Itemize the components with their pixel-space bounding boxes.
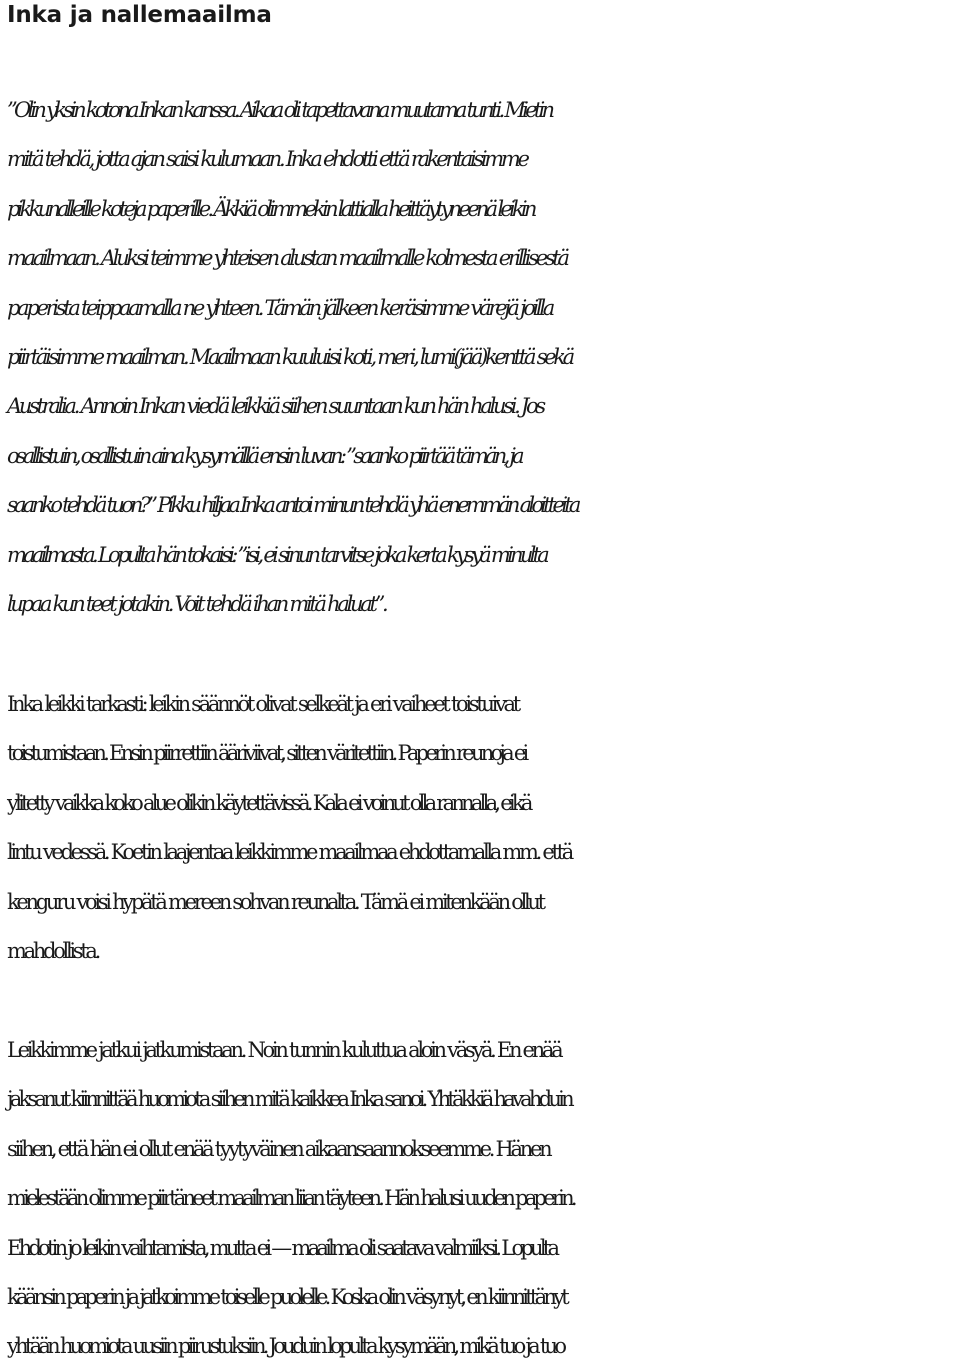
paragraph-line: mielestään olimme piirtäneet maailman liian täyteen. Hän halusi uuden paperin.	[7, 1186, 574, 1211]
paragraph-2	[7, 680, 957, 976]
paragraph-line: paperista teippaamalla ne yhteen. Tämän jälkeen keräsimme värejä joilla	[7, 295, 553, 320]
paragraph-line: Ehdotin jo leikin vaihtamista, mutta ei — maailma oli saatava valmiiksi. Lopulta	[7, 1235, 557, 1260]
paragraph-line: mitä tehdä, jotta ajan saisi kulumaan. Inka ehdotti että rakentaisimme	[7, 147, 527, 172]
paragraph-line: osallistuin, osallistuin aina kysymällä ensin luvan: ”saanko piirtää tämän, ja	[7, 443, 521, 468]
paragraph-line: yhtään huomiota uusiin piirustuksiin. Jouduin lopulta kysymään, mikä tuo ja tuo	[7, 1334, 564, 1359]
paragraph-1	[7, 86, 957, 629]
paragraph-line: siihen, että hän ei ollut enää tyytyväinen aikaansaannokseemme. Hänen	[7, 1136, 550, 1161]
paragraph-line: piirtäisimme maailman. Maailmaan kuuluisi koti, meri, lumi(jää)kenttä sekä	[7, 344, 572, 369]
paragraph-line: toistumistaan. Ensin piirrettiin ääriviivat, sitten väritettiin. Paperin reunoja ei	[7, 741, 526, 766]
paragraph-line: lintu vedessä. Koetin laajentaa leikkimme maailmaa ehdottamalla mm. että	[7, 840, 571, 865]
paragraph-line: lupaa kun teet jotakin. Voit tehdä ihan mitä haluat”.	[7, 591, 386, 616]
paragraph-line: Australia. Annoin Inkan viedä leikkiä siihen suuntaan kun hän halusi. Jos	[7, 394, 543, 419]
paragraph-line: maailmaan. Aluksi teimme yhteisen alustan maailmalle kolmesta erillisestä	[7, 246, 567, 271]
paragraph-line: ylitetty vaikka koko alue olikin käytettävissä. Kala ei voinut olla rannalla, eikä	[7, 790, 530, 815]
document-title: Inka ja nallemaailma	[7, 2, 272, 28]
paragraph-line: ”Olin yksin kotona Inkan kanssa. Aikaa oli tapettavana muutama tunti. Mietin	[7, 98, 552, 122]
paragraph-line: kenguru voisi hypätä mereen sohvan reunalta. Tämä ei mitenkään ollut	[7, 889, 543, 914]
paragraph-line: maailmasta. Lopulta hän tokaisi: ”isi, ei sinun tarvitse joka kerta kysyä minulta	[7, 542, 547, 567]
paragraph-line: jaksanut kiinnittää huomiota siihen mitä kaikkea Inka sanoi. Yhtäkkiä havahduin	[7, 1087, 571, 1112]
paragraph-line: mahdollista.	[7, 938, 99, 963]
paragraph-line: pikkunalleille koteja paperille. Äkkiä olimmekin lattialla heittäytyneenä leikin	[7, 196, 534, 221]
paragraph-line: Inka leikki tarkasti: leikin säännöt olivat selkeät ja eri vaiheet toistuivat	[7, 692, 518, 716]
paragraph-line: Leikkimme jatkui jatkumistaan. Noin tunnin kuluttua aloin väsyä. En enää	[7, 1038, 561, 1062]
paragraph-line: käänsin paperin ja jatkoimme toiselle puolelle. Koska olin väsynyt, en kiinnittänyt	[7, 1284, 566, 1309]
paragraph-line: saanko tehdä tuon?” Pikku hiljaa Inka antoi minun tehdä yhä enemmän aloitteita	[7, 493, 578, 518]
paragraph-3	[7, 1026, 957, 1365]
